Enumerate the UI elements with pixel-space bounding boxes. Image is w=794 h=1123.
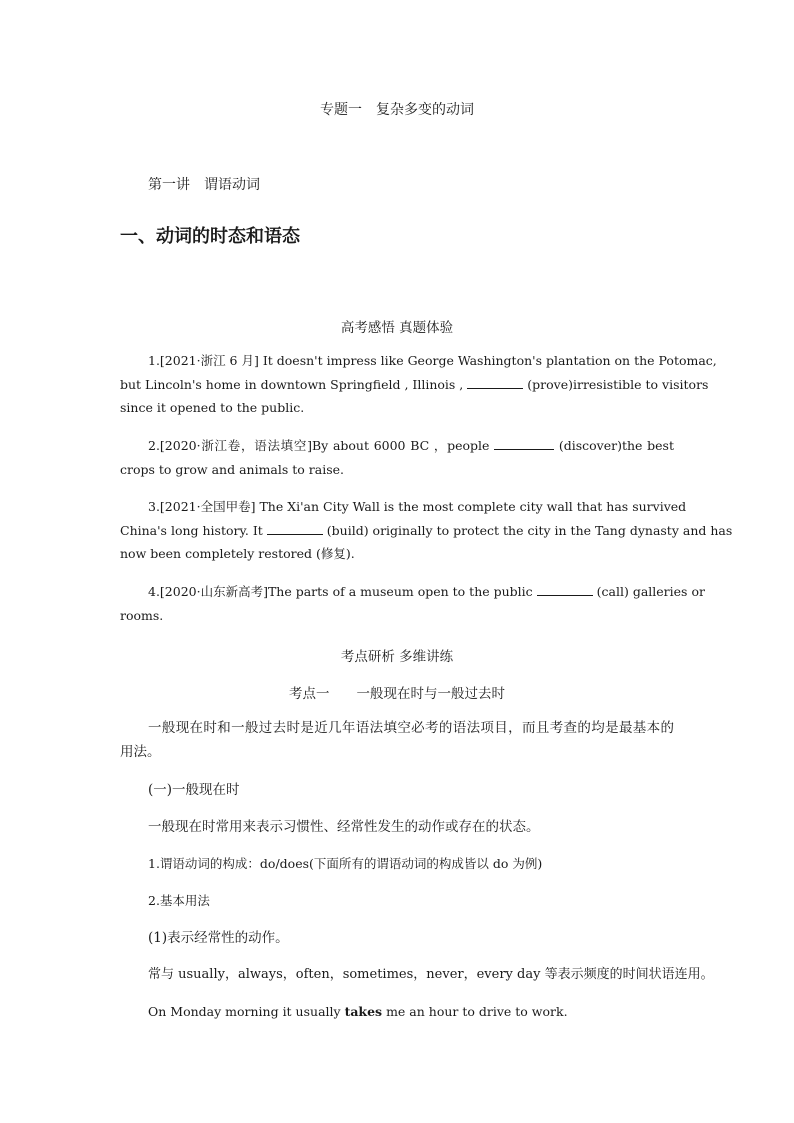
- form-text: 1.谓语动词的构成：do/does(下面所有的谓语动词的构成皆以 do 为例): [148, 856, 543, 871]
- q2-line-1b: (discover)the best: [558, 438, 674, 453]
- q3-line-2b: (build) originally to protect the city in the Tang dynasty and has: [326, 522, 733, 538]
- q1-line-2: [120, 373, 709, 397]
- answer-blank-3[interactable]: [267, 522, 323, 535]
- q4-line-1: [120, 580, 705, 604]
- q3-line-3: now been completely restored (修复).: [120, 546, 355, 561]
- q4-line-2: rooms.: [120, 607, 164, 623]
- section-heading: 一、动词的时态和语态: [120, 226, 300, 247]
- q3-line-2a: China's long history. It: [120, 522, 263, 538]
- example-sentence: [148, 1000, 568, 1024]
- intro-paragraph: [120, 716, 674, 764]
- study-heading: 考点研析 多维讲练: [340, 649, 454, 665]
- intro-line-2: 用法。: [120, 744, 161, 760]
- question-1: [120, 349, 717, 420]
- usage-1: (1)表示经常性的动作。: [148, 930, 289, 946]
- answer-blank-2[interactable]: [494, 437, 554, 450]
- usage-heading: 2.基本用法: [148, 893, 210, 908]
- lecture-title: 第一讲 谓语动词: [148, 177, 260, 193]
- question-2: [120, 434, 674, 481]
- q4-line-1a: 4.[2020·山东新高考]The parts of a museum open to the public: [148, 584, 533, 599]
- usage-1-note: 常与 usually，always，often，sometimes，never，every day 等表示频度的时间状语连用。: [148, 967, 714, 982]
- definition-text: 一般现在时常用来表示习惯性、经常性发生的动作或存在的状态。: [148, 819, 540, 835]
- q2-line-2: crops to grow and animals to raise.: [120, 461, 344, 477]
- real-exam-heading: 高考感悟 真题体验: [340, 320, 454, 336]
- question-4: [120, 580, 705, 627]
- q1-line-3: since it opened to the public.: [120, 400, 305, 415]
- answer-blank-4[interactable]: [537, 583, 593, 596]
- question-3: [120, 495, 733, 566]
- q1-line-2a: but Lincoln's home in downtown Springfield , Illinois ,: [120, 376, 464, 392]
- q2-line-1a: 2.[2020·浙江卷，语法填空]By about 6000 BC ，people: [148, 438, 490, 453]
- q3-line-1: 3.[2021·全国甲卷] The Xi'an City Wall is the most complete city wall that has survived: [148, 499, 687, 514]
- answer-blank-1[interactable]: [467, 376, 523, 389]
- intro-line-1: 一般现在时和一般过去时是近几年语法填空必考的语法项目，而且考查的均是最基本的: [148, 720, 674, 736]
- q1-line-2b: (prove)irresistible to visitors: [527, 376, 709, 392]
- point-heading: 考点一 一般现在时与一般过去时: [289, 686, 505, 702]
- example-part-2: me an hour to drive to work.: [382, 1004, 568, 1019]
- example-part-1: On Monday morning it usually: [148, 1004, 345, 1019]
- example-keyword: takes: [344, 1004, 383, 1019]
- q2-line-1: [120, 434, 674, 458]
- subsection-present: (一)一般现在时: [148, 782, 240, 798]
- q3-line-2: [120, 519, 733, 543]
- q4-line-1b: (call) galleries or: [596, 584, 705, 599]
- q1-line-1: 1.[2021·浙江 6 月] It doesn't impress like George Washington's plantation on the Potomac,: [148, 353, 717, 368]
- topic-title: 专题一 复杂多变的动词: [320, 102, 474, 118]
